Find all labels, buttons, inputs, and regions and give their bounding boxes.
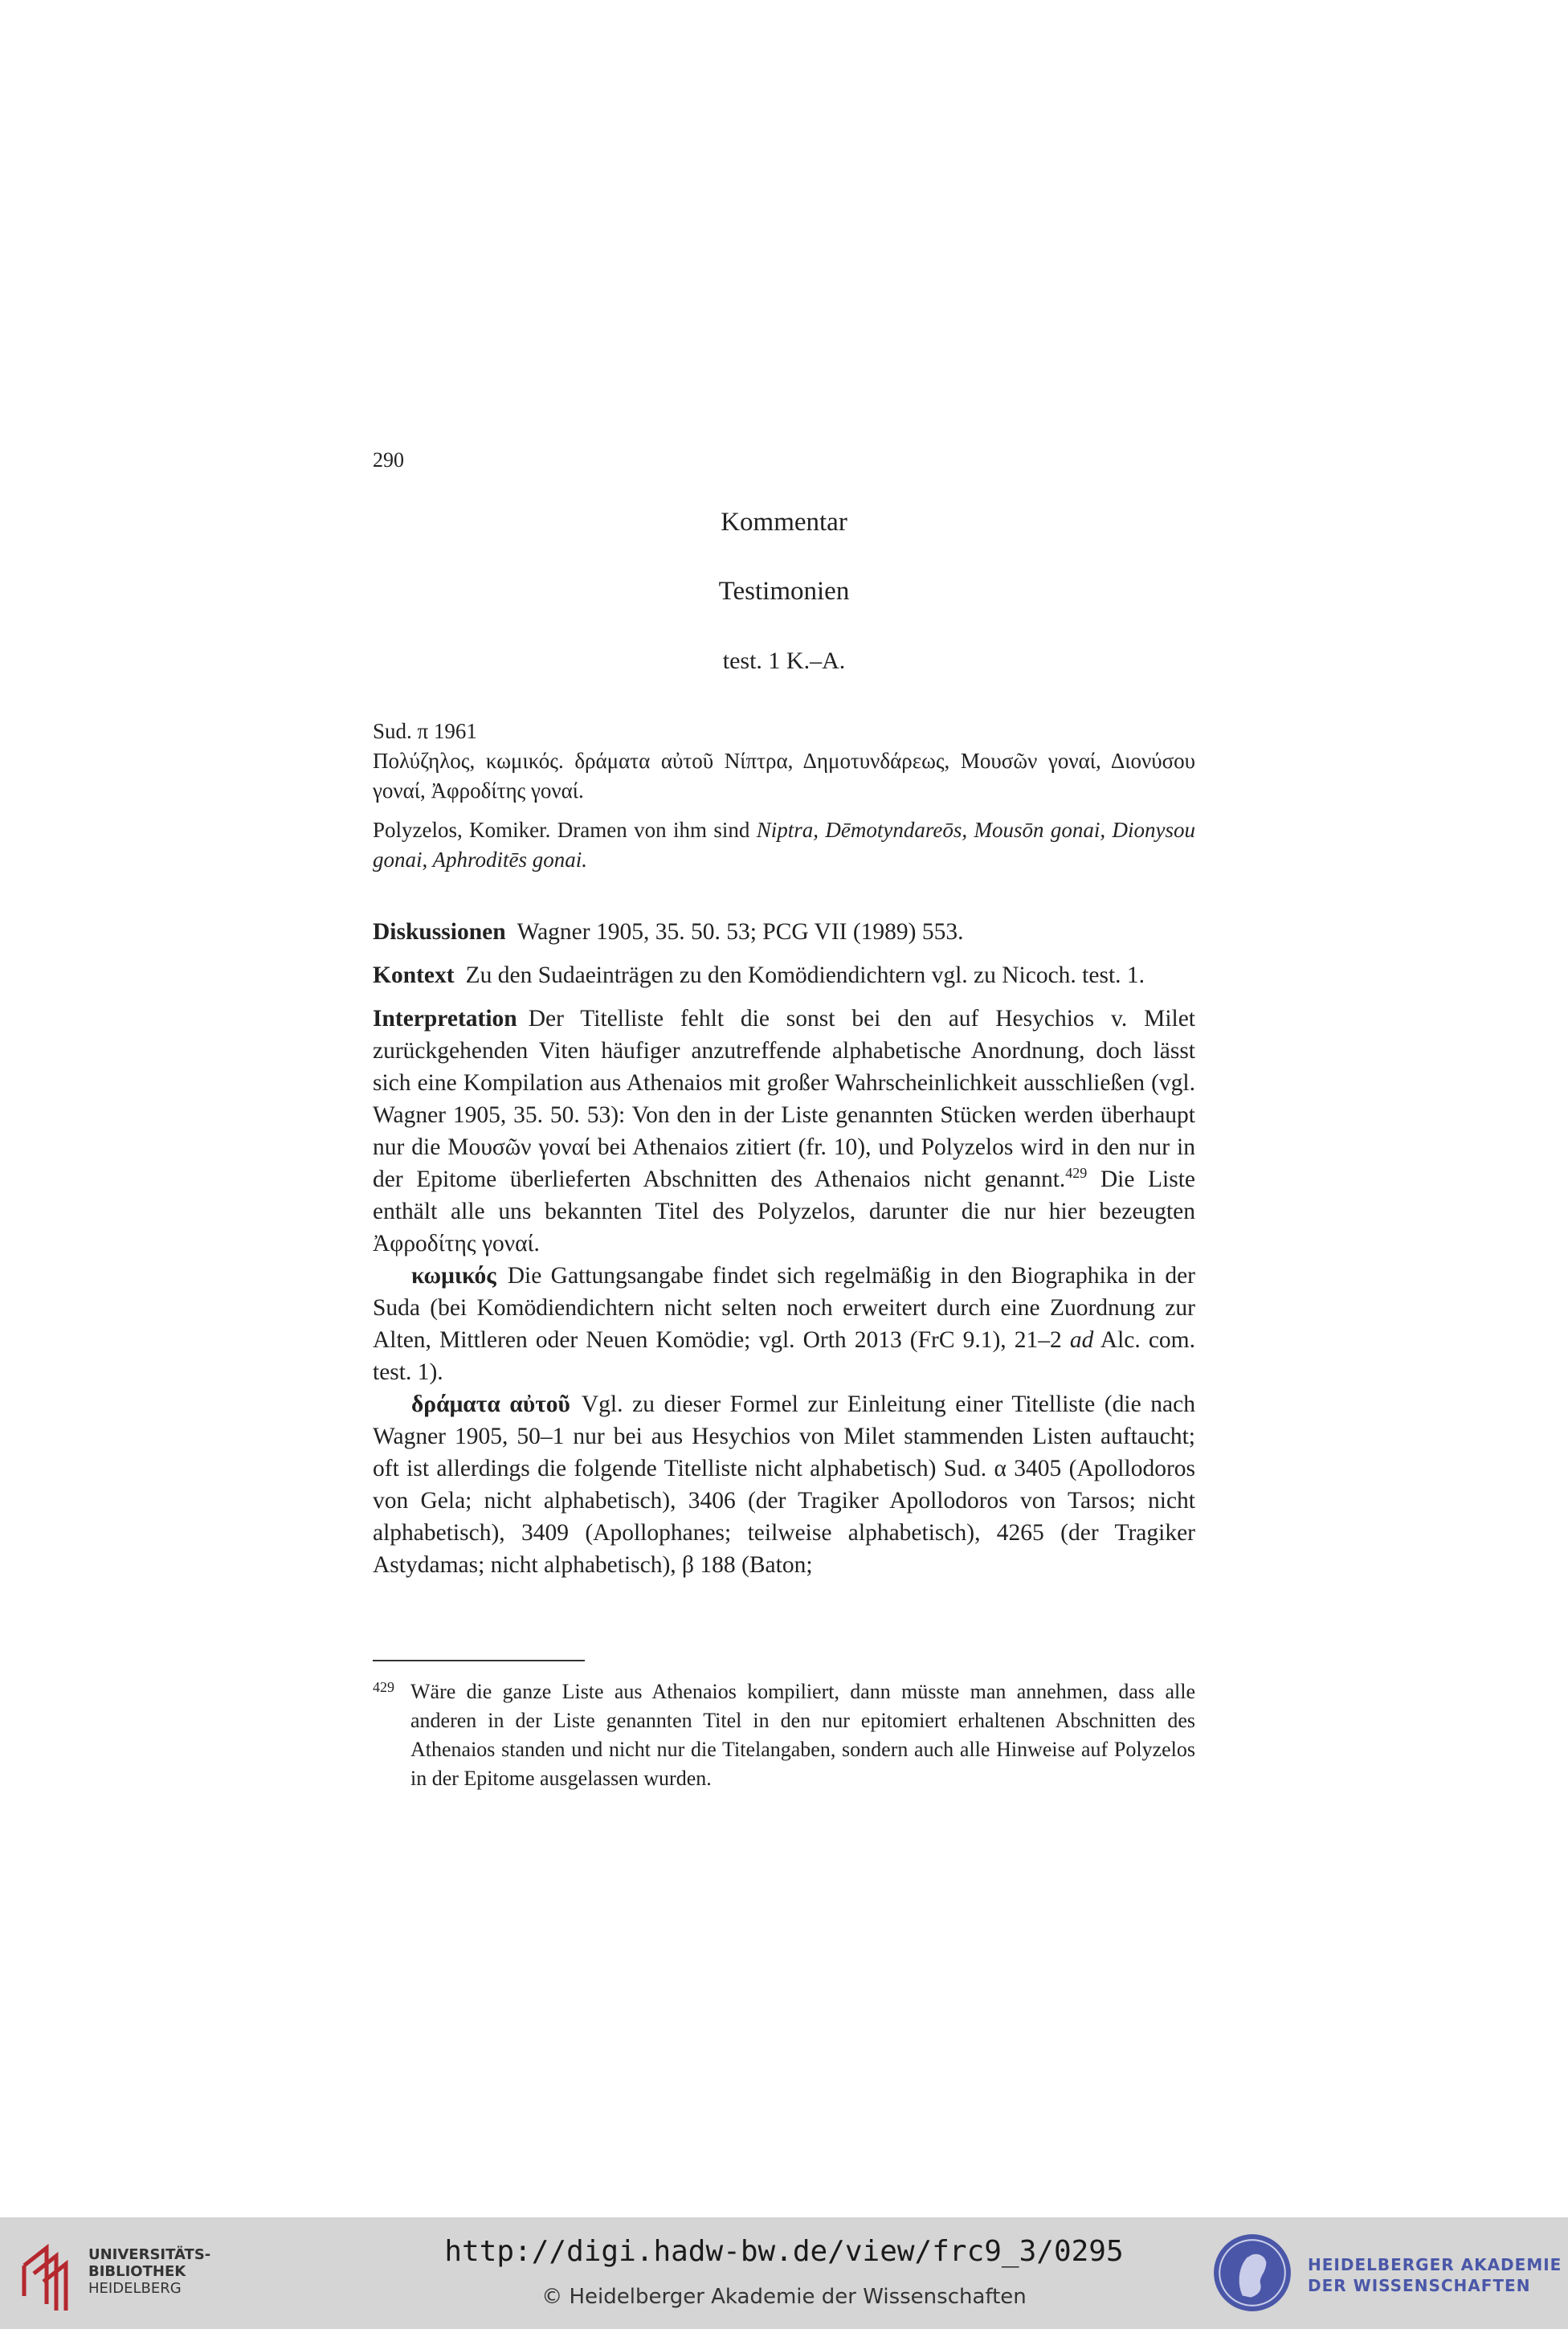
interpretation-label: Interpretation	[373, 1006, 517, 1032]
komikos-lemma: κωμικός	[411, 1263, 496, 1289]
kontext-paragraph	[373, 959, 1195, 991]
komikos-text-b: Alc. com. test. 1).	[373, 1327, 1195, 1385]
dramata-text: Vgl. zu dieser Formel zur Einleitung einer Titelliste (die nach Wagner 1905, 50–1 nur bei aus Hesychios von Milet stammenden Listen auftaucht; oft ist allerdings die folgende Titelliste nicht alphabetisch) Sud. α 3405 (Apollodoros von Gela; nicht alphabetisch), 3406 (der Tragiker Apollodoros von Tarsos; nicht alphabetisch), 3409 (Apollophanes; teilweise alphabetisch), 4265 (der Tragiker Astydamas; nicht alphabetisch), β 188 (Baton;	[373, 1391, 1195, 1578]
section-heading: Kommentar	[721, 508, 847, 537]
subsection-heading: Testimonien	[718, 577, 850, 606]
ub-logo-line1: UNIVERSITÄTS-	[88, 2246, 211, 2263]
interpretation-text-a: Der Titelliste fehlt die sonst bei den auf Hesychios v. Milet zurückgehenden Viten häufiger anzutreffende alphabetische Anordnung, doch lässt sich eine Kompilation aus Athenaios mit großer Wahrscheinlichkeit ausschließen (vgl. Wagner 1905, 35. 50. 53): Von den in der Liste genannten Stücken werden überhaupt nur die Μουσῶν γοναί bei Athenaios zitiert (fr. 10), und Polyzelos wird in den nur in der Epitome überlieferten Abschnitten des Athenaios nicht genannt.	[373, 1006, 1195, 1192]
diskussionen-label: Diskussionen	[373, 919, 506, 945]
diskussionen-text: Wagner 1905, 35. 50. 53; PCG VII (1989) 553.	[517, 919, 964, 945]
hadw-seal-logo-icon[interactable]	[1211, 2232, 1293, 2314]
footnote-reference[interactable]: 429	[1065, 1165, 1088, 1182]
komikos-ad: ad	[1069, 1327, 1094, 1353]
kontext-text: Zu den Sudaeinträgen zu den Komödiendichtern vgl. zu Nicoch. test. 1.	[465, 962, 1145, 988]
translation-plain: Polyzelos, Komiker. Dramen von ihm sind	[373, 818, 757, 842]
permalink-url[interactable]: http://digi.hadw-bw.de/view/frc9_3/0295	[444, 2235, 1124, 2268]
hadw-logo-text	[1308, 2254, 1562, 2296]
footnote-number: 429	[373, 1679, 394, 1695]
diskussionen-paragraph	[373, 916, 1195, 948]
source-ref: Sud. π 1961	[373, 719, 477, 743]
footnote	[373, 1677, 1195, 1793]
viewer-footer	[0, 2217, 1568, 2329]
source-block	[373, 717, 1195, 875]
copyright-notice: © Heidelberger Akademie der Wissenschaften	[541, 2285, 1027, 2309]
kontext-label: Kontext	[373, 962, 455, 988]
hadw-logo-line1: HEIDELBERGER AKADEMIE	[1308, 2255, 1562, 2274]
ub-logo-line3: HEIDELBERG	[88, 2280, 182, 2297]
translation-titles: Niptra, Dēmotyndareōs, Mousōn gonai, Dionysou gonai, Aphroditēs gonai.	[373, 818, 1195, 872]
komikos-text-a: Die Gattungsangabe findet sich regelmäßig in den Biographika in der Suda (bei Komödiendichtern nicht selten noch erweitert durch eine Zuordnung zur Alten, Mittleren oder Neuen Komödie; vgl. Orth 2013 (FrC 9.1), 21–2	[373, 1263, 1195, 1353]
dramata-lemma: δράματα αὐτοῦ	[411, 1391, 570, 1417]
item-heading: test. 1 K.–A.	[722, 648, 846, 674]
footnote-text: Wäre die ganze Liste aus Athenaios kompiliert, dann müsste man annehmen, dass alle anderen in der Liste genannten Titel in den nur epitomiert erhaltenen Abschnitten des Athenaios standen und nicht nur die Titelangaben, sondern auch alle Hinweise auf Polyzelos in der Epitome ausgelassen wurden.	[410, 1680, 1195, 1790]
source-translation	[373, 815, 1195, 875]
interpretation-text-b: Die Liste enthält alle uns bekannten Titel des Polyzelos, darunter die nur hier bezeugten Ἀφροδίτης γοναί.	[373, 1167, 1195, 1256]
komikos-paragraph	[373, 1260, 1195, 1388]
hadw-logo-line2: DER WISSENSCHAFTEN	[1308, 2276, 1531, 2295]
interpretation-paragraph	[373, 1003, 1195, 1260]
source-greek: Πολύζηλος, κωμικός. δράματα αὐτοῦ Νίπτρα, Δημοτυνδάρεως, Μουσῶν γοναί, Διονύσου γοναί, Ἀφροδίτης γοναί.	[373, 749, 1195, 803]
ub-logo-line2: BIBLIOTHEK	[88, 2263, 186, 2280]
footnote-separator	[373, 1660, 585, 1661]
page-number: 290	[373, 448, 404, 472]
dramata-paragraph	[373, 1388, 1195, 1581]
commentary-body	[373, 916, 1195, 1581]
